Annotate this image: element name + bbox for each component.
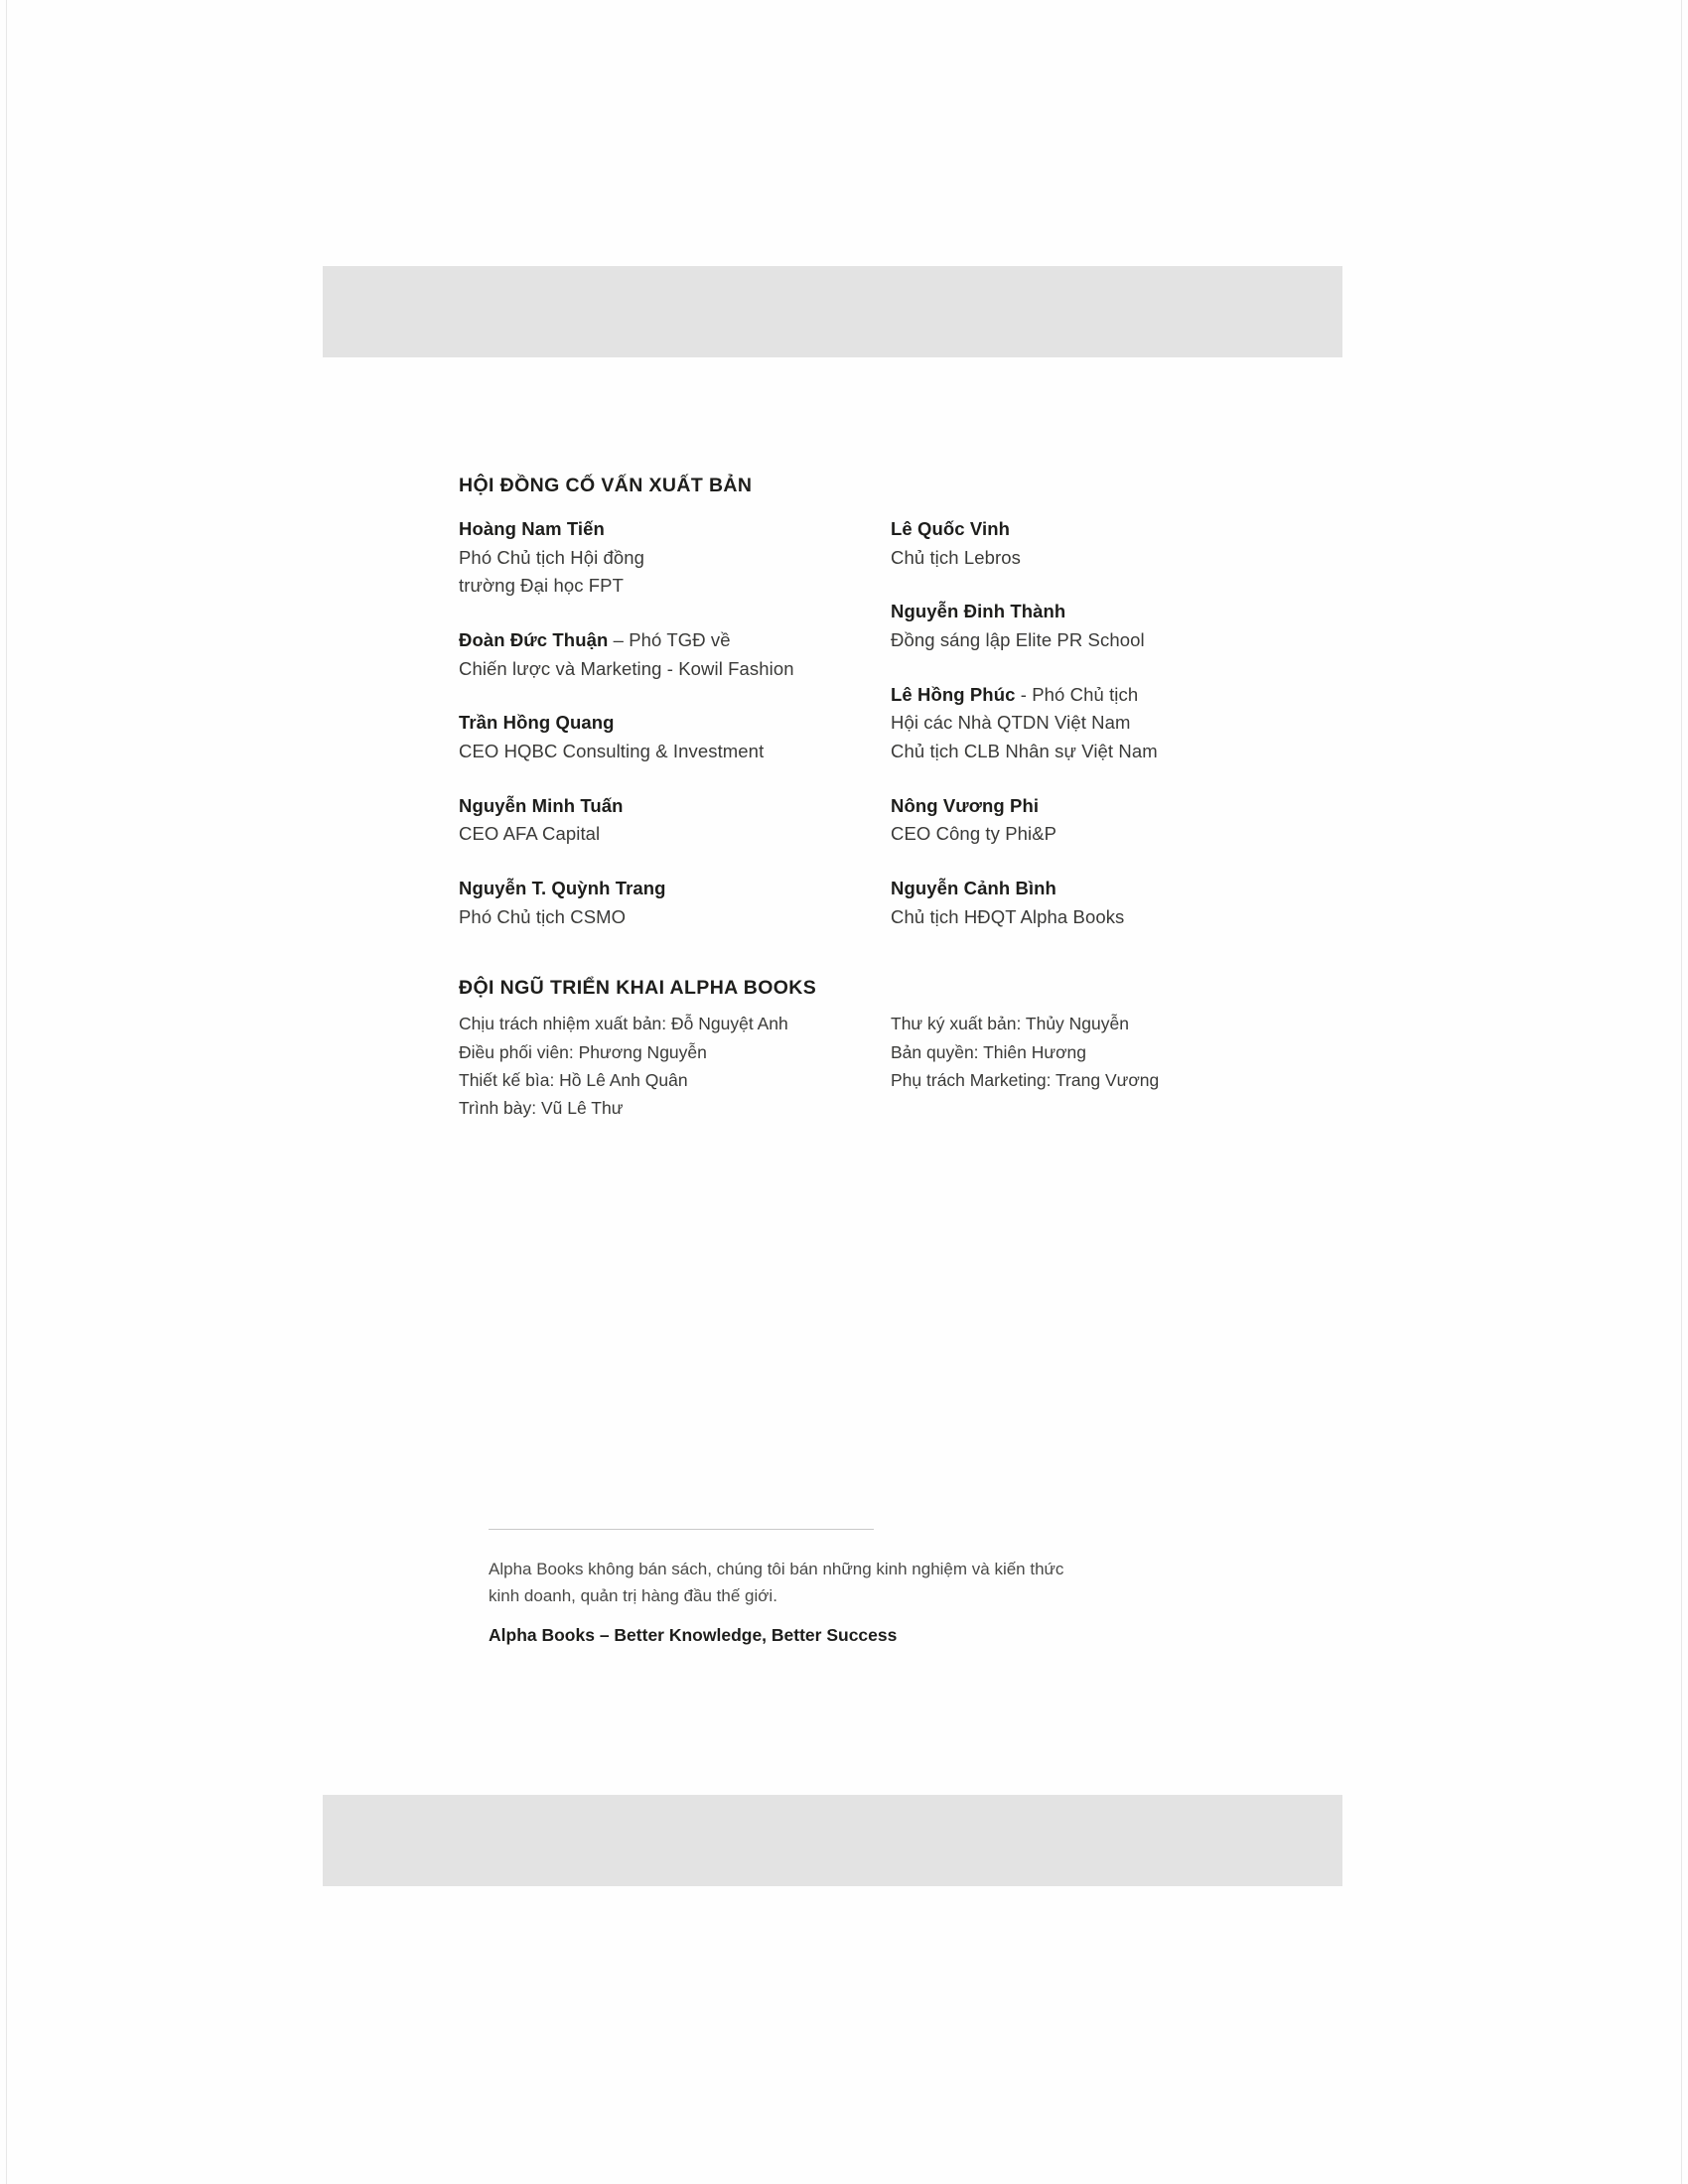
advisory-entry (459, 709, 888, 765)
advisory-entry-name-line (891, 681, 1320, 710)
advisory-entry-role: CEO Công ty Phi&P (891, 823, 1057, 845)
advisory-entry-role: Đồng sáng lập Elite PR School (891, 629, 1145, 651)
advisory-entry (891, 515, 1320, 572)
team-right-column (891, 1010, 1320, 1122)
team-credit-line: Bản quyền: Thiên Hương (891, 1041, 1087, 1062)
advisory-entry-role: Chủ tịch HĐQT Alpha Books (891, 905, 1125, 927)
advisory-entry-role: CEO HQBC Consulting & Investment (459, 741, 765, 762)
advisory-entry-name: Nguyễn Minh Tuấn (459, 794, 624, 816)
header-band (323, 266, 1342, 357)
advisory-entry-name-line (459, 875, 888, 903)
advisory-entry-role: trường Đại học FPT (459, 575, 625, 597)
advisory-entry-role: Chủ tịch CLB Nhân sự Việt Nam (891, 741, 1158, 762)
advisory-entry-name-line (891, 875, 1320, 903)
page-edge-line-left (6, 0, 7, 2184)
advisory-board-left-column (459, 515, 888, 931)
advisory-entry-name: Nông Vương Phi (891, 794, 1040, 816)
advisory-entry-role: Chủ tịch Lebros (891, 546, 1021, 568)
advisory-entry-role: Hội các Nhà QTDN Việt Nam (891, 712, 1131, 734)
page-edge-line-right (1681, 0, 1682, 2184)
advisory-entry (891, 598, 1320, 654)
advisory-entry-name: Nguyễn Cảnh Bình (891, 878, 1056, 899)
team-credit-line: Phụ trách Marketing: Trang Vương (891, 1070, 1160, 1091)
publisher-slogan: Alpha Books – Better Knowledge, Better Success (489, 1625, 898, 1646)
advisory-entry-name-line (891, 792, 1320, 821)
advisory-board-columns (459, 515, 1352, 931)
team-columns (459, 1010, 1352, 1122)
advisory-entry-role: Phó Chủ tịch CSMO (459, 905, 627, 927)
advisory-entry (459, 875, 888, 931)
footer-band (323, 1795, 1342, 1886)
advisory-entry-role: Phó Chủ tịch Hội đồng (459, 546, 645, 568)
publisher-note-line-2: kinh doanh, quản trị hàng đầu thế giới. (489, 1586, 777, 1606)
advisory-entry-name: Nguyễn T. Quỳnh Trang (459, 878, 666, 899)
advisory-entry-name-line (891, 515, 1320, 544)
team-section (459, 977, 1352, 1122)
advisory-entry (891, 681, 1320, 766)
advisory-entry (459, 792, 888, 849)
advisory-entry (891, 875, 1320, 931)
team-credit-line: Trình bày: Vũ Lê Thư (459, 1098, 624, 1119)
team-title: ĐỘI NGŨ TRIỂN KHAI ALPHA BOOKS (459, 977, 817, 1000)
team-credit-line: Thư ký xuất bản: Thủy Nguyễn (891, 1014, 1129, 1034)
team-left-column (459, 1010, 888, 1122)
publisher-note (489, 1529, 1203, 1649)
advisory-entry-name: Trần Hồng Quang (459, 712, 615, 734)
publisher-note-line-1: Alpha Books không bán sách, chúng tôi bán những kinh nghiệm và kiến thức (489, 1560, 1064, 1578)
advisory-entry-inline-role: – Phó TGĐ về (608, 629, 731, 651)
advisory-entry-name-line (891, 598, 1320, 626)
advisory-entry-role: Chiến lược và Marketing - Kowil Fashion (459, 657, 794, 679)
team-credit-line: Điều phối viên: Phương Nguyễn (459, 1041, 707, 1062)
advisory-entry-name-line (459, 515, 888, 544)
advisory-entry-name: Lê Quốc Vinh (891, 518, 1011, 539)
advisory-entry (459, 515, 888, 601)
content-column (459, 475, 1352, 1123)
advisory-entry-name: Nguyễn Đinh Thành (891, 601, 1066, 622)
advisory-entry-name-line (459, 626, 888, 655)
team-credit-line: Thiết kế bìa: Hồ Lê Anh Quân (459, 1070, 688, 1091)
advisory-entry-name-line (459, 792, 888, 821)
advisory-entry-name: Hoàng Nam Tiến (459, 518, 605, 539)
advisory-board-right-column (891, 515, 1320, 931)
advisory-entry-name: Lê Hồng Phúc (891, 683, 1016, 705)
advisory-entry-name-line (459, 709, 888, 738)
advisory-entry-name: Đoàn Đức Thuận (459, 629, 609, 651)
divider (489, 1529, 874, 1530)
advisory-entry-role: CEO AFA Capital (459, 823, 601, 845)
advisory-board-title: HỘI ĐỒNG CỐ VẤN XUẤT BẢN (459, 475, 753, 496)
advisory-entry (891, 792, 1320, 849)
advisory-entry (459, 626, 888, 683)
advisory-entry-inline-role: - Phó Chủ tịch (1015, 683, 1139, 705)
team-credit-line: Chịu trách nhiệm xuất bản: Đỗ Nguyệt Anh (459, 1014, 788, 1034)
